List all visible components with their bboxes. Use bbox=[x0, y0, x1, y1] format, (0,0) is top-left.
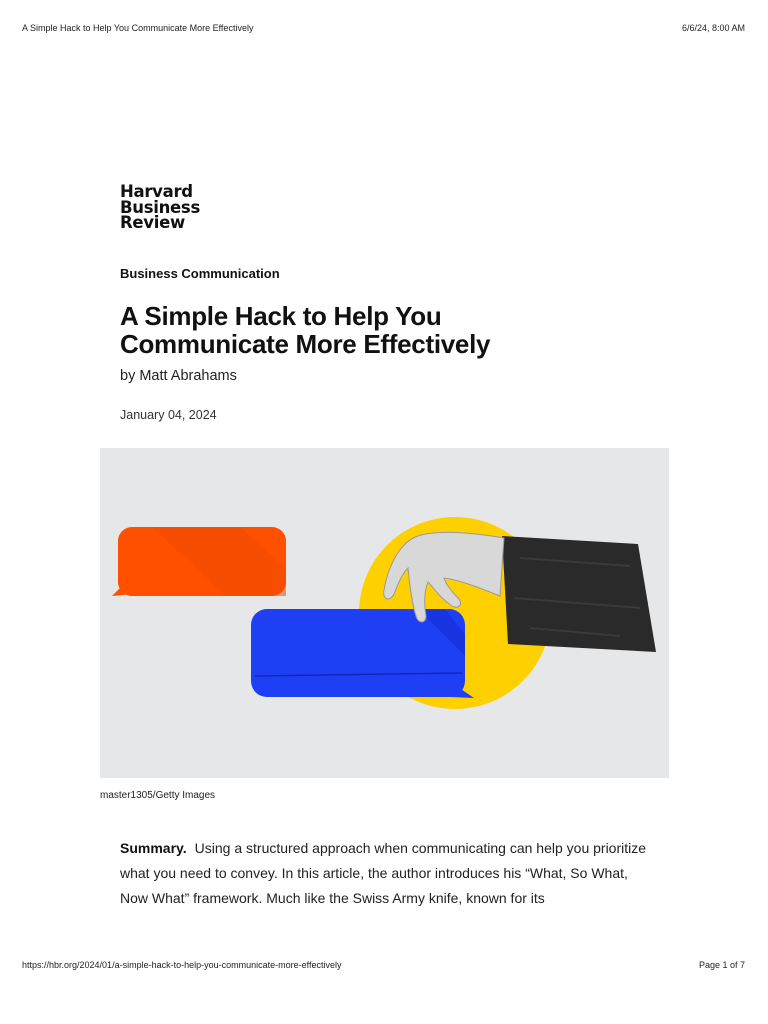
article-title-line-2: Communicate More Effectively bbox=[120, 329, 491, 359]
article-title bbox=[120, 302, 580, 358]
logo-line-2: Business bbox=[120, 197, 200, 217]
blue-speech-bubble bbox=[251, 609, 474, 698]
logo-line-1: Harvard bbox=[120, 182, 193, 201]
hero-image bbox=[100, 448, 669, 778]
article-byline[interactable]: by Matt Abrahams bbox=[120, 368, 237, 384]
print-footer bbox=[22, 960, 745, 970]
article-title-line-1: A Simple Hack to Help You bbox=[120, 301, 442, 331]
hbr-logo[interactable] bbox=[120, 184, 200, 231]
image-credit: master1305/Getty Images bbox=[100, 790, 216, 801]
orange-speech-bubble bbox=[112, 527, 286, 596]
print-footer-page: Page 1 of 7 bbox=[698, 960, 745, 970]
article-category[interactable]: Business Communication bbox=[120, 266, 280, 281]
logo-line-3: Review bbox=[120, 213, 185, 232]
print-header bbox=[22, 23, 745, 33]
summary-label: Summary. bbox=[120, 840, 187, 856]
print-header-datetime: 6/6/24, 8:00 AM bbox=[681, 23, 745, 33]
article-summary bbox=[120, 836, 650, 911]
print-header-title: A Simple Hack to Help You Communicate More Effectively bbox=[22, 23, 254, 33]
summary-text: Using a structured approach when communicating can help you prioritize what you need to convey. In this article, the author introduces his “What, So What, Now What” framework. Much like the Swiss Army knife, known for its bbox=[120, 840, 647, 906]
hero-illustration bbox=[100, 448, 669, 778]
print-footer-url: https://hbr.org/2024/01/a-simple-hack-to-help-you-communicate-more-effectively bbox=[22, 960, 342, 970]
article-date: January 04, 2024 bbox=[120, 408, 217, 422]
